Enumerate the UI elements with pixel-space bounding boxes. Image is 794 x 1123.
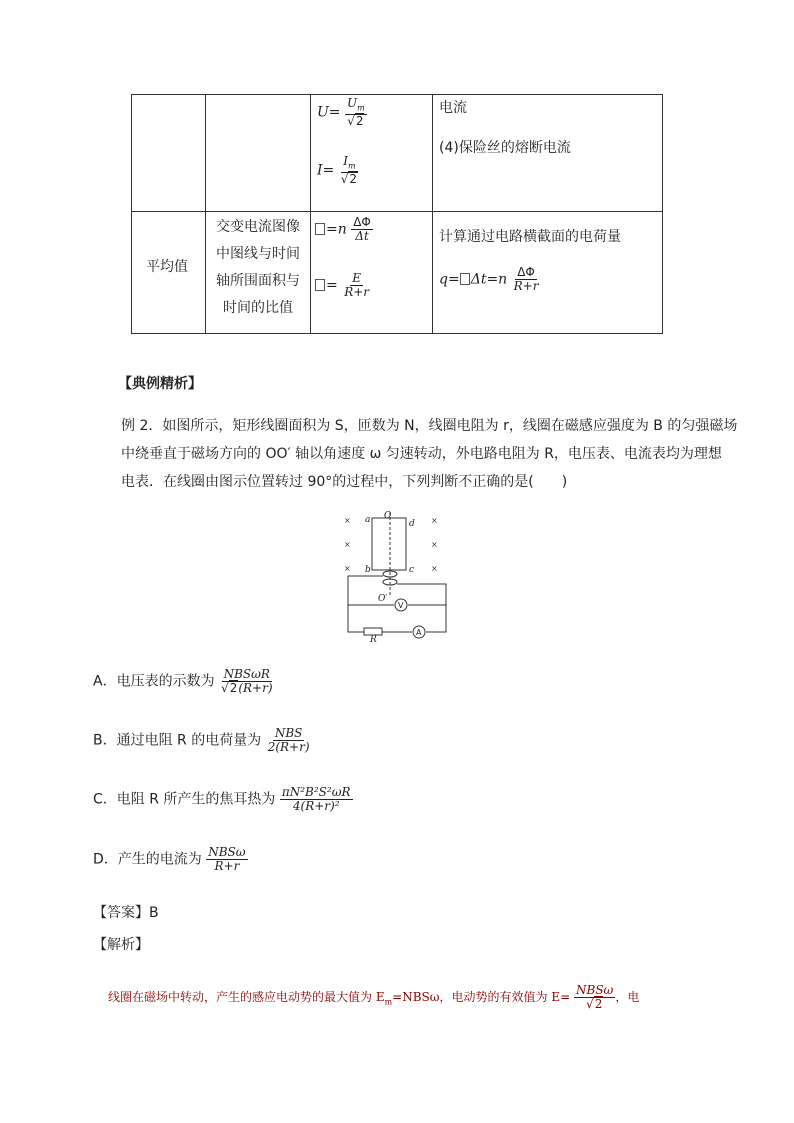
row2-col2-line: 交变电流图像 — [216, 219, 300, 235]
analysis-heading: 【解析】 — [93, 937, 149, 953]
u-label: U= — [317, 104, 341, 121]
row2-col2 — [214, 214, 302, 322]
e-avg-formula — [315, 216, 373, 243]
option-a-text: A．电压表的示数为 — [93, 673, 215, 690]
row2-col2-line: 中图线与时间 — [216, 246, 300, 262]
label-a: a — [365, 515, 371, 525]
table-cell — [311, 95, 433, 212]
i-avg-den: R+r — [344, 285, 370, 299]
i-num: I — [343, 154, 348, 168]
option-b-text: B．通过电阻 R 的电荷量为 — [93, 732, 262, 749]
label-c: c — [409, 565, 415, 575]
label-d: d — [409, 519, 415, 529]
row2-col4-line1: 计算通过电路横截面的电荷量 — [439, 229, 621, 245]
q-prefix: q= — [439, 271, 460, 288]
row2-col2-line: 轴所围面积与 — [216, 273, 300, 289]
analysis-part3: ，电 — [615, 990, 640, 1004]
label-o-top: O — [384, 511, 392, 521]
e-bar-symbol — [315, 223, 325, 235]
question-line: 中绕垂直于磁场方向的 OO′ 轴以角速度 ω 匀速转动，外电路电阻为 R，电压表、电流表均为理想 — [121, 446, 722, 462]
summary-table — [131, 94, 663, 334]
field-cross: × — [431, 516, 438, 525]
table-cell — [433, 212, 663, 334]
field-cross: × — [431, 564, 438, 573]
i-bar-symbol — [315, 279, 325, 291]
row2-col1: 平均值 — [146, 259, 188, 275]
ammeter-label: A — [416, 628, 422, 637]
analysis-text — [108, 984, 639, 1011]
option-b-den: 2(R+r) — [267, 740, 310, 754]
option-d-fraction — [206, 846, 247, 873]
table-cell — [206, 212, 311, 334]
circuit-diagram — [338, 508, 454, 648]
question-line: 例 2．如图所示，矩形线圈面积为 S，匝数为 N，线圈电阻为 r，线圈在磁感应强度为 B 的匀强磁场 — [121, 418, 738, 434]
row1-col4-line1: 电流 — [439, 100, 467, 116]
coil-rectangle — [372, 518, 406, 570]
field-cross: × — [431, 540, 438, 549]
option-a-sqrt: 2 — [229, 681, 238, 695]
analysis-sub-m: m — [384, 997, 393, 1007]
table-cell — [433, 95, 663, 212]
option-a-fraction: $\frac{\text{NBSωR}}{√2(R+r)}$ — [221, 667, 273, 695]
option-d — [93, 846, 248, 873]
table-cell — [132, 212, 206, 334]
e-den: Δt — [355, 229, 369, 243]
analysis-frac-sqrt: 2 — [594, 997, 603, 1011]
option-a-num: NBSωR — [223, 667, 270, 681]
voltmeter-label: V — [398, 601, 404, 610]
answer: 【答案】B — [93, 905, 159, 921]
q-formula — [439, 266, 540, 293]
u-num-sub: m — [357, 103, 365, 113]
u-num: U — [346, 96, 358, 110]
q-mid: Δt=n — [470, 271, 508, 288]
label-b: b — [365, 565, 371, 575]
i-formula — [317, 155, 360, 186]
q-num: ΔΦ — [517, 265, 535, 279]
option-b-num: NBS — [274, 726, 303, 740]
analysis-part1: 线圈在磁场中转动，产生的感应电动势的最大值为 E — [108, 990, 385, 1004]
field-cross: × — [344, 516, 351, 525]
option-b-fraction — [266, 727, 312, 754]
i-label: I= — [317, 162, 335, 179]
option-c-fraction — [280, 786, 353, 813]
table-cell — [206, 95, 311, 212]
option-a-den-rest: (R+r) — [238, 681, 273, 695]
table-row — [132, 95, 663, 212]
e-eq: =n — [326, 221, 347, 238]
u-formula — [317, 97, 367, 128]
analysis-part2: =NBSω，电动势的有效值为 E= — [392, 990, 571, 1004]
i-eq: = — [326, 277, 338, 294]
analysis-fraction: $\frac{\text{NBSω}}{√2}$ — [576, 983, 614, 1011]
field-cross: × — [344, 564, 351, 573]
i-num-sub: m — [347, 161, 356, 171]
label-o-bottom: O′ — [378, 594, 388, 604]
option-d-num: NBSω — [208, 845, 246, 859]
i-sqrt: 2 — [349, 172, 358, 187]
i-fraction: $\frac{I_m}{√2}$ — [340, 154, 358, 187]
u-sqrt: 2 — [355, 114, 364, 129]
table-cell — [311, 212, 433, 334]
i-avg-fraction — [342, 272, 371, 299]
table-row — [132, 212, 663, 334]
section-heading: 【典例精析】 — [118, 376, 202, 392]
resistor-icon — [364, 628, 382, 635]
analysis-frac-num: NBSω — [576, 983, 614, 997]
option-c-den: 4(R+r)² — [292, 799, 340, 813]
i-avg-formula — [315, 272, 371, 299]
wire — [348, 576, 383, 632]
row2-col2-line: 时间的比值 — [223, 300, 293, 316]
row1-col4-line2: (4)保险丝的熔断电流 — [439, 140, 571, 156]
q-den: R+r — [513, 279, 539, 293]
q-fraction — [512, 266, 541, 293]
option-c — [93, 786, 353, 813]
e-num: ΔΦ — [353, 215, 371, 229]
option-a — [93, 668, 275, 695]
label-r: R — [370, 635, 377, 645]
question-text — [121, 412, 737, 496]
option-b — [93, 727, 312, 754]
option-d-text: D．产生的电流为 — [93, 851, 202, 868]
option-d-den: R+r — [214, 859, 240, 873]
q-bar-symbol — [460, 273, 470, 285]
e-fraction — [351, 216, 373, 243]
question-line: 电表．在线圈由图示位置转过 90°的过程中，下列判断不正确的是( ) — [121, 474, 568, 490]
option-c-num: πN²B²S²ωR — [281, 785, 351, 799]
u-fraction: $\frac{U_m}{√2}$ — [346, 96, 365, 129]
field-cross: × — [344, 540, 351, 549]
i-avg-num: E — [352, 271, 361, 285]
option-c-text: C．电阻 R 所产生的焦耳热为 — [93, 791, 276, 808]
table-cell — [132, 95, 206, 212]
